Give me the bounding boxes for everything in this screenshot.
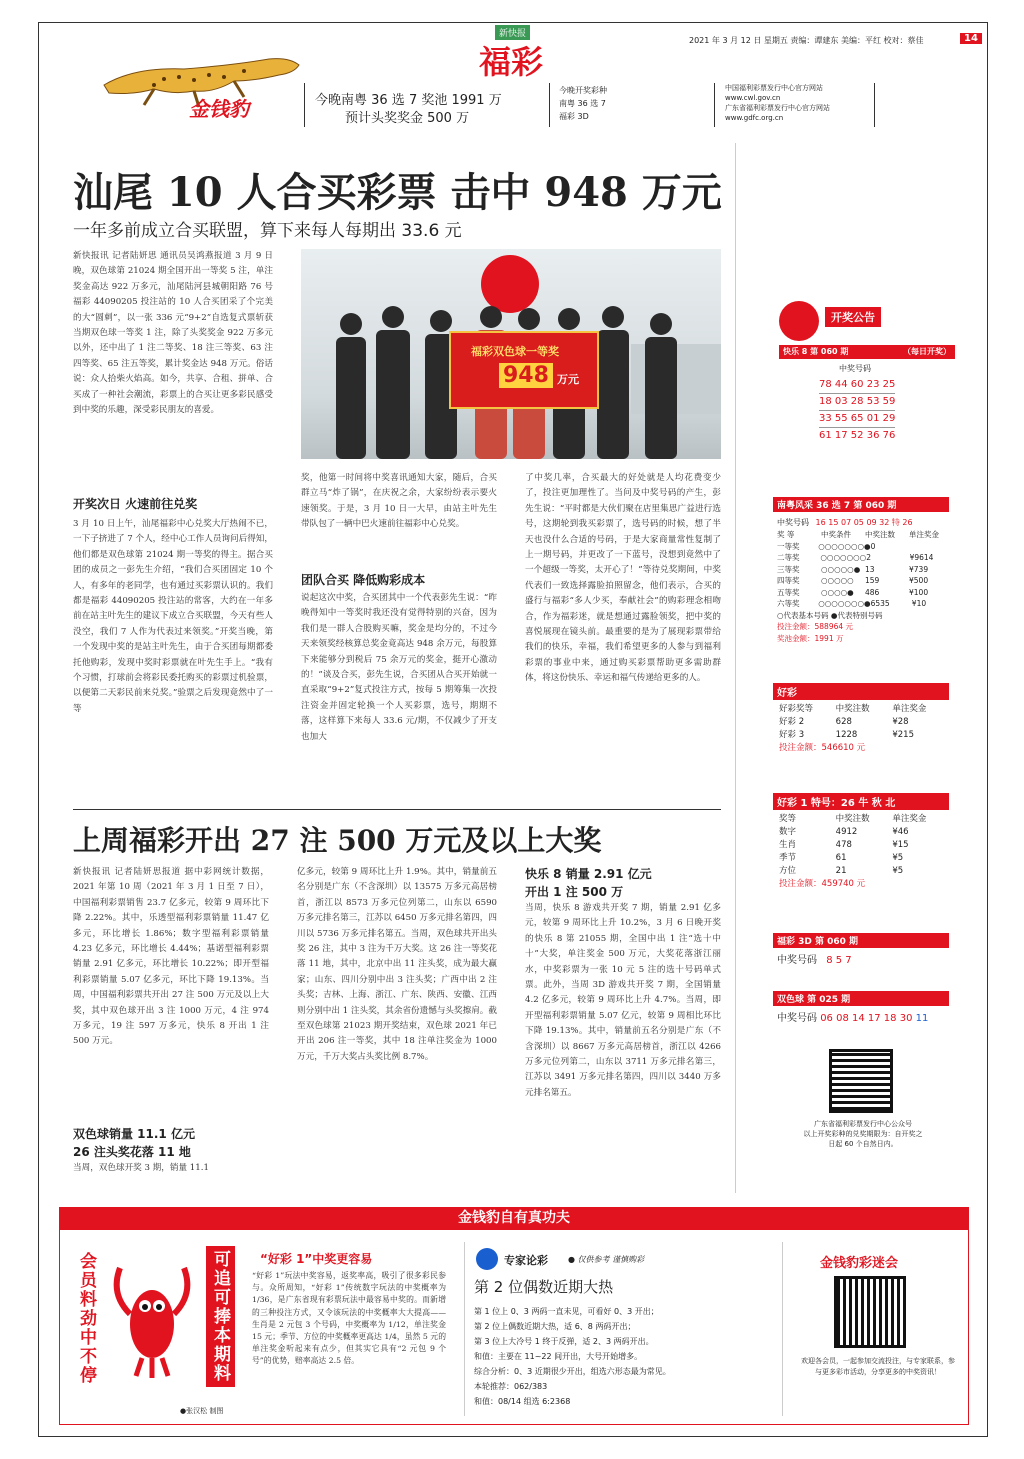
table-row: 六等奖 ○○○○○○○● 6535 ¥10 <box>777 599 927 608</box>
kl8-number-rows <box>819 377 895 444</box>
hc-total: 投注金额：546610 元 <box>779 743 866 753</box>
tonight-item: 南粤 36 选 7 <box>559 99 606 108</box>
prize-sign <box>449 331 599 409</box>
table-row: 二等奖 ○○○○○○○ 2 ¥9614 <box>777 553 934 562</box>
expert-line: 第 1 位上 0、3 两码一直未见，可看好 0、3 开出； <box>474 1307 659 1316</box>
hc1-prize-table <box>779 813 949 891</box>
ssq-blue: 11 <box>915 1013 929 1024</box>
hc1-title: 好彩 1 特号：26 牛 秋 北 <box>773 793 949 810</box>
divider <box>549 83 550 127</box>
right-caption: 欢迎各会员，一起参加交流投注，与专家联系，参与更多彩市活动，分享更多的中奖资讯！ <box>801 1357 955 1376</box>
site-list <box>725 83 830 123</box>
article1-col2-top: 奖，他第一时间将中奖喜讯通知大家，随后，合买群立马“炸了锅”，在庆祝之余，大家纷纷表示要火速领奖。于是，3 月 10 日一大早，由站主叶先生带队包了一辆中巴火速前往福彩中心兑奖。 <box>301 473 497 530</box>
jackpot-line-1: 今晚南粤 36 选 7 奖池 1991 万 <box>315 93 502 108</box>
mid-body: “好彩 1”玩法中奖容易，返奖率高，吸引了很多彩民参与。众所周知，“好彩 1”传统数字玩法的中奖概率为 1/36，是广东省现有彩票玩法中最容易中奖的。而新增的三种投注方式，又令该玩法的中奖概率大大提高——生肖是 2 元包 3 个号码，中奖概率为 1/12，单注奖金 15 元；季节、方位的中奖概率更高达 1/4，虽然 5 元的单注奖金听起来有点少，但其实它具有“2 元包 9 个号”的优势，赔率高达 2.5 倍。 <box>252 1271 446 1366</box>
left-vertical-text: 可追可捧本期料 <box>206 1246 235 1387</box>
article2-sub2b: 开出 1 注 500 万 <box>525 885 624 899</box>
expert-line: 第 3 位上大冷号 1 终于反弹，适 2、3 两码开出。 <box>474 1337 654 1346</box>
ny-title: 南粤风采 36 选 7 第 060 期 <box>773 497 949 512</box>
table-row: 三等奖 ○○○○○● 13 ¥739 <box>777 564 929 574</box>
lobster-mascot-icon <box>102 1254 202 1384</box>
qr-caption-line: 以上开奖彩种的兑奖期限为：自开奖之日起 60 个自然日内。 <box>803 1130 923 1148</box>
divider <box>73 809 721 810</box>
page-number: 14 <box>960 33 982 44</box>
tonight-title: 今晚开奖彩种 <box>559 86 607 95</box>
prize-sign-amount: 948 <box>499 363 553 388</box>
divider <box>874 83 875 127</box>
article2-sub2: 快乐 8 销量 2.91 亿元 <box>525 867 652 881</box>
masthead <box>39 23 988 135</box>
qr-code[interactable] <box>834 1276 906 1348</box>
hc1-total: 投注金额：459740 元 <box>779 879 866 889</box>
article1-section2-title: 团队合买 降低购彩成本 <box>301 573 426 587</box>
site-link[interactable]: www.gdfc.org.cn <box>725 114 784 122</box>
ssq-numbers-line <box>777 1009 928 1024</box>
article2-col2: 亿多元，较第 9 周环比上升 1.9%。其中，销量前五名分别是广东（不含深圳）以 13575 万多元高居榜首，浙江以 8573 万多元位列第二，山东以 6590 万多元排名第三，江苏以 6450 万多元排名第四，四川以 5736 万多元排名第五。当周，双色球共开出头奖 26 注，其中 3 注为千万大奖。这 26 注一等奖花落 11 地，其中，北京中出 11 注头奖，成为最大赢家；山东、四川分别中出 3 注头奖；广西中出 2 注头奖；吉林、上海、浙江、广东、陕西、安徽、江西则分别中出 1 注头奖，其余省份遗憾与头奖擦肩。截至双色球第 21023 期开奖结束，双色球 2021 年已开出 206 注一等奖，其中 18 注单注奖金为 1000 万元，千万大奖占头奖比例 8.7%。 <box>297 867 497 1062</box>
right-title: 金钱豹彩迷会 <box>820 1256 899 1271</box>
table-row: 四等奖 ○○○○○ 159 ¥500 <box>777 576 929 585</box>
section-title: 福彩 <box>479 43 544 81</box>
d3-title: 福彩 3D 第 060 期 <box>773 933 949 948</box>
winners-photo <box>301 249 721 459</box>
mid-title: “好彩 1”中奖更容易 <box>260 1252 373 1266</box>
expert-title: 专家论彩 <box>504 1254 548 1267</box>
expert-note: ● 仅供参考 谨慎购彩 <box>568 1255 645 1264</box>
article1-section1-title: 开奖次日 火速前往兑奖 <box>73 497 198 511</box>
qr-caption-line: 广东省福利彩票发行中心公众号 <box>814 1120 912 1128</box>
ny-numbers-label: 中奖号码 <box>777 518 809 527</box>
article2-sub1b: 26 注头奖花落 11 地 <box>73 1145 191 1159</box>
kl8-row: 33 55 65 01 29 <box>819 411 895 428</box>
table-header: 好彩奖等 中奖注数 单注奖金 <box>779 704 927 714</box>
table-row: 一等奖 ○○○○○○○● 0 <box>777 541 876 551</box>
site-item: 中国福利彩票发行中心官方网站 <box>725 84 823 92</box>
expert-icon <box>476 1248 498 1270</box>
jackpot-line-2: 预计头奖奖金 500 万 <box>345 111 470 126</box>
table-row: 五等奖 ○○○○● 486 ¥100 <box>777 587 929 597</box>
tonight-item: 福彩 3D <box>559 112 589 121</box>
footer-box <box>59 1229 969 1425</box>
dateline: 2021 年 3 月 12 日 星期五 责编：谭建东 美编：平红 校对：蔡佳 <box>689 36 924 45</box>
qr-code[interactable] <box>829 1049 893 1113</box>
table-row: 季节 61 ¥5 <box>779 853 904 863</box>
ny-legend: ○代表基本号码 ●代表特别号码 <box>777 610 883 620</box>
article2-col1: 新快报讯 记者陆妍思报道 据中彩网统计数据，2021 年第 10 周（2021 年 3 月 1 日至 7 日），中国福利彩票销售 23.7 亿多元，较第 9 周环比下降 2.22%。其中，乐透型福利彩票销量 11.47 亿多元，环比增长 1.86%；数字型福利彩票销量 4.23 亿多元，环比增长 4.44%；基诺型福利彩票销量 2.91 亿多元，环比增长 10.22%；即开型福利彩票销量 5.07 亿多元，环比下降 19.13%。当周，中国福利彩票共开出 27 注 500 万元及以上大奖，其中双色球开出 3 注 1000 万元，4 注 974 万多元，19 注 597 万多元，快乐 8 开出 1 注 500 万元。 <box>73 867 269 1047</box>
divider <box>304 83 305 127</box>
table-row: 数字 4912 ¥46 <box>779 827 909 837</box>
kl8-row: 18 03 28 53 59 <box>819 394 895 411</box>
table-row: 生肖 478 ¥15 <box>779 840 909 850</box>
expert-line: 和值：主要在 11~22 间开出，大号开始增多。 <box>474 1352 643 1361</box>
expert-line: 综合分析：0、3 近期很少开出，组选六形态最为常见。 <box>474 1367 671 1376</box>
ny-pool: 奖池金额：1991 万 <box>777 633 844 643</box>
kl8-title-bar <box>779 345 955 359</box>
article2-headline: 上周福彩开出 27 注 500 万元及以上大奖 <box>73 824 602 857</box>
article2-col3: 当周，快乐 8 游戏共开奖 7 期，销量 2.91 亿多元，较第 9 周环比上升 10.2%，3 月 6 日晚开奖的快乐 8 第 21055 期，全国中出 1 注“选十中十”大奖，单注奖金 500 万元，大奖花落浙江丽水，中奖彩票为一张 10 元 5 注的选十号码单式票。此外，当周 3D 游戏共开奖 7 期，全国销量 4.2 亿多元，较第 9 周环比上升 4.7%。当周，即开型福利彩票销量 5.07 亿元，较第 9 周相比环比下降 19.13%。其中，销量前五名分别是广东（不含深圳）以 8667 万多元高居榜首，浙江以 4266 万多元位列第二，山东以 3711 万多元排名第三，江苏以 3491 万多元排名第四，四川以 3440 万多元排名第五。 <box>525 903 721 1098</box>
d3-numbers-line <box>777 951 852 966</box>
left-vertical-text: 会员料劲中不停 <box>76 1252 96 1385</box>
ssq-label: 中奖号码 <box>777 1013 817 1024</box>
kl8-row: 78 44 60 23 25 <box>819 377 895 394</box>
hc-title: 好彩 <box>773 683 949 700</box>
expert-line: 本轮推荐：062/383 <box>474 1382 548 1391</box>
kl8-label: 中奖号码 <box>839 364 871 373</box>
ny-total: 投注金额：588964 元 <box>777 622 854 631</box>
ny-numbers-line <box>777 517 913 528</box>
divider <box>464 1242 465 1416</box>
sidebar-divider <box>735 143 736 1193</box>
announce-title: 开奖公告 <box>825 307 881 327</box>
article1-col2-bottom: 说起这次中奖，合买团其中一个代表彭先生说：“昨晚得知中一等奖时我还没有觉得特别的兴奋，因为我们是一群人合股购买嘛，奖金是均分的，不过今天来领奖经核算总奖金竟高达 948 余万元，每股算下来能够分到税后 75 余万元的奖金，挺开心激动的！”谈及合买，彭先生说，合买团从合买开始就一直采取“9+2”复式投注方式，按每 5 期筹集一次投注资金并固定轮换一个人买彩票，选号，期期不落，这样算下来每人 33.6 元/期，不仅减少了开支也加大 <box>301 593 497 742</box>
draw-results-sidebar <box>773 293 983 1193</box>
logo-text: 金钱豹 <box>189 97 249 121</box>
article1-col3: 了中奖几率，合买最大的好处就是人均花费变少了，投注更加理性了。当问及中奖号码的产生，彭先生说：“平时都是大伙们聚在店里集思广益进行选号，这期轮到我买彩票了，选号码的时候，想了半天也没什么合适的号码，于是大家商量常性复制了上一期号码，并更改了一下蓝号，没想到竟然中了一个超级一等奖，太开心了！”等待兑奖期间，中奖代表们一致选择露脸拍照留念，他们表示，合买的盛行与福彩“多人少买，奉献社会”的购彩理念相吻合，作为福彩迷，就是想通过露脸领奖，把中奖的喜悦展现在镜头前。最重要的是为了展现彩票带给我们的快乐，幸福，我们希望更多的人参与到福利彩票的事业中来，通过购买彩票帮助更多需助群体，将这份快乐、幸运和福气传递给更多的人。 <box>525 473 721 684</box>
d3-label: 中奖号码 <box>777 955 817 966</box>
kl8-title: 快乐 8 第 060 期 <box>783 347 849 356</box>
expert-head: 第 2 位偶数近期大热 <box>474 1278 614 1296</box>
welfare-lottery-logo-icon <box>779 301 819 341</box>
divider <box>714 83 715 127</box>
newspaper-page <box>38 22 988 1437</box>
article1-col1-top: 新快报讯 记者陆妍思 通讯员吴鸿燕报道 3 月 9 日晚，双色球第 21024 期全国开出一等奖 5 注，单注奖金高达 922 万多元，汕尾陆河县城朝阳路 76 号福彩 44090205 投注站的 10 人合买团采了个完美的大“圆刺”，以一张 336 元“9+2”自选复式票斩获当期双色球一等奖 1 注，除了头奖奖金 922 万多元以外，还中出了 1 注二等奖、18 注三等奖、63 注四等奖、65 注五等奖，累计奖金达 948 万元。俗话说：众人拾柴火焰高。如今，共享、合租、拼单、合买成了一种社会潮流，彩票上的合买让更多彩民感受到中奖的乐趣，深受彩民朋友的喜爱。 <box>73 251 273 416</box>
article1-headline: 汕尾 10 人合买彩票 击中 948 万元 <box>73 169 722 216</box>
section-badge: 新快报 <box>495 25 530 40</box>
site-item: 广东省福利彩票发行中心官方网站 <box>725 104 830 112</box>
expert-lines <box>474 1304 774 1409</box>
site-link[interactable]: www.cwl.gov.cn <box>725 94 781 102</box>
ssq-title: 双色球 第 025 期 <box>773 991 949 1006</box>
article2-col1-tail: 当周，双色球开奖 3 期，销量 11.1 <box>73 1163 209 1173</box>
kl8-row: 61 17 52 36 76 <box>819 430 896 441</box>
qr-caption <box>803 1119 923 1149</box>
prize-sign-unit: 万元 <box>557 373 579 386</box>
table-row: 好彩 3 1228 ¥215 <box>779 730 914 740</box>
table-header: 奖等 中奖注数 单注奖金 <box>779 814 927 824</box>
article1-subhead: 一年多前成立合买联盟，算下来每人每期出 33.6 元 <box>73 221 462 241</box>
expert-line: 和值：08/14 组选 6:2368 <box>474 1397 571 1406</box>
divider <box>782 1242 783 1416</box>
d3-numbers: 8 5 7 <box>826 955 852 966</box>
expert-line: 第 2 位上偶数近期大热，适 6、8 两码开出； <box>474 1322 636 1331</box>
table-row: 方位 21 ¥5 <box>779 866 904 876</box>
hc-prize-table <box>779 703 949 755</box>
kl8-daily: （每日开奖） <box>903 347 951 356</box>
ny-prize-table <box>777 529 953 644</box>
table-row: 好彩 2 628 ¥28 <box>779 717 909 727</box>
article1-col1-bottom: 3 月 10 日上午，汕尾福彩中心兑奖大厅热闹不已，一下子挤进了 7 个人，经中心工作人员询问后得知，他们都是双色球第 21024 期一等奖的得主。据合买团的成员之一彭先生介绍，“我们合买团固定 10 个人，有多年的老同学，也有通过买彩票认识的。我们都是福彩 44090205 投注站的常客，大约在一年多前在站主叶先生的建议下成立合买联盟，今天有些人没空，我们 7 人作为代表过来领奖。”开奖当晚，第一个发现中奖的是站主叶先生，由于合买团每期都委托他购彩，发现中奖时彩票就在叶先生手上。“我有个习惯，打球前会将彩民委托购买的彩票过机验票，以便第二天彩民前来兑奖。”验票之后发现竟然中了一等 <box>73 519 273 714</box>
article2-sub1: 双色球销量 11.1 亿元 <box>73 1127 195 1141</box>
ssq-red: 06 08 14 17 18 30 <box>820 1013 913 1024</box>
table-header: 奖 等 中奖条件 中奖注数 单注奖金 <box>777 530 939 539</box>
footer-banner: 金钱豹自有真功夫 <box>59 1207 969 1229</box>
ny-numbers: 16 15 07 05 09 32 特 26 <box>815 518 913 527</box>
prize-sign-title: 福彩双色球一等奖 <box>471 345 559 358</box>
mascot-caption: ●张汉松 制图 <box>180 1407 224 1415</box>
